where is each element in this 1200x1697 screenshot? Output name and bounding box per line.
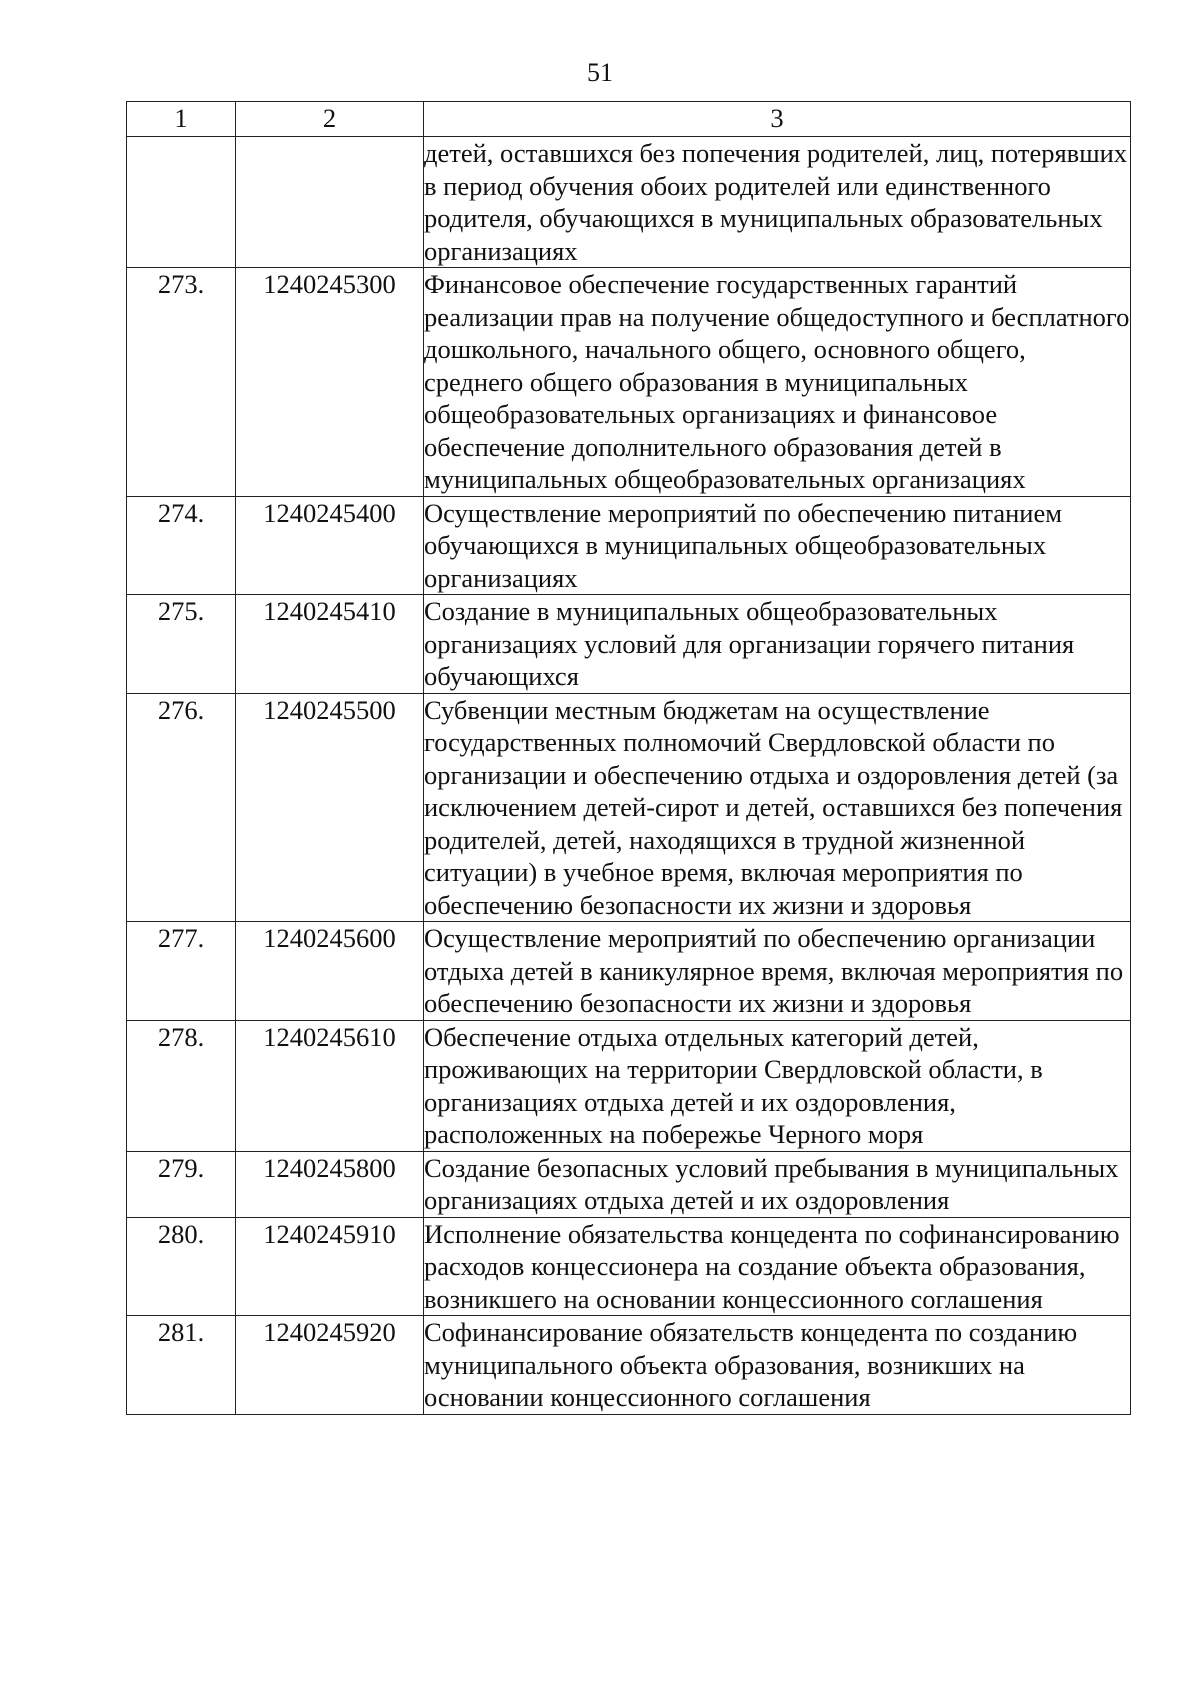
row-description: Исполнение обязательства концедента по софинансированию расходов концессионера на создание объекта образования, возникшего на основании концессионного соглашения — [424, 1217, 1131, 1316]
row-description: Обеспечение отдыха отдельных категорий детей, проживающих на территории Свердловской области, в организациях отдыха детей и их оздоровления, расположенных на побережье Черного моря — [424, 1020, 1131, 1151]
table-row — [127, 693, 1131, 922]
table-row — [127, 1151, 1131, 1217]
row-code — [236, 137, 424, 268]
row-description: детей, оставшихся без попечения родителей, лиц, потерявших в период обучения обоих родителей или единственного родителя, обучающихся в муниципальных образовательных организациях — [424, 137, 1131, 268]
row-number: 280. — [127, 1217, 236, 1316]
column-header-description: 3 — [424, 102, 1131, 137]
row-code: 1240245610 — [236, 1020, 424, 1151]
row-number: 275. — [127, 595, 236, 694]
row-description: Субвенции местным бюджетам на осуществление государственных полномочий Свердловской области по организации и обеспечению отдыха и оздоровления детей (за исключением детей-сирот и детей, оставшихся без попечения родителей, детей, находящихся в трудной жизненной ситуации) в учебное время, включая мероприятия по обеспечению безопасности их жизни и здоровья — [424, 693, 1131, 922]
row-description: Создание безопасных условий пребывания в муниципальных организациях отдыха детей и их оздоровления — [424, 1151, 1131, 1217]
row-number: 281. — [127, 1316, 236, 1415]
table-header-row — [127, 102, 1131, 137]
row-number: 277. — [127, 922, 236, 1021]
row-number: 274. — [127, 496, 236, 595]
table-row — [127, 268, 1131, 497]
column-header-number: 1 — [127, 102, 236, 137]
row-code: 1240245600 — [236, 922, 424, 1021]
row-number: 276. — [127, 693, 236, 922]
page-number: 51 — [587, 58, 613, 87]
row-description: Осуществление мероприятий по обеспечению питанием обучающихся в муниципальных общеобразовательных организациях — [424, 496, 1131, 595]
row-code: 1240245920 — [236, 1316, 424, 1415]
row-code: 1240245500 — [236, 693, 424, 922]
row-code: 1240245400 — [236, 496, 424, 595]
table-row — [127, 1020, 1131, 1151]
row-description: Создание в муниципальных общеобразовательных организациях условий для организации горячего питания обучающихся — [424, 595, 1131, 694]
column-header-code: 2 — [236, 102, 424, 137]
row-code: 1240245800 — [236, 1151, 424, 1217]
row-code: 1240245410 — [236, 595, 424, 694]
table-row — [127, 595, 1131, 694]
row-code: 1240245300 — [236, 268, 424, 497]
table-row — [127, 1217, 1131, 1316]
table-row — [127, 922, 1131, 1021]
row-description: Осуществление мероприятий по обеспечению организации отдыха детей в каникулярное время, включая мероприятия по обеспечению безопасности их жизни и здоровья — [424, 922, 1131, 1021]
row-code: 1240245910 — [236, 1217, 424, 1316]
budget-classification-table — [126, 101, 1131, 1415]
table-row — [127, 1316, 1131, 1415]
row-number: 278. — [127, 1020, 236, 1151]
table-row — [127, 496, 1131, 595]
row-number: 273. — [127, 268, 236, 497]
row-number: 279. — [127, 1151, 236, 1217]
table-row — [127, 137, 1131, 268]
row-description: Финансовое обеспечение государственных гарантий реализации прав на получение общедоступного и бесплатного дошкольного, начального общего, основного общего, среднего общего образования в муниципальных общеобразовательных организациях и финансовое обеспечение дополнительного образования детей в муниципальных общеобразовательных организациях — [424, 269, 1130, 494]
row-description: Софинансирование обязательств концедента по созданию муниципального объекта образования, возникших на основании концессионного соглашения — [424, 1316, 1131, 1415]
row-number — [127, 137, 236, 268]
